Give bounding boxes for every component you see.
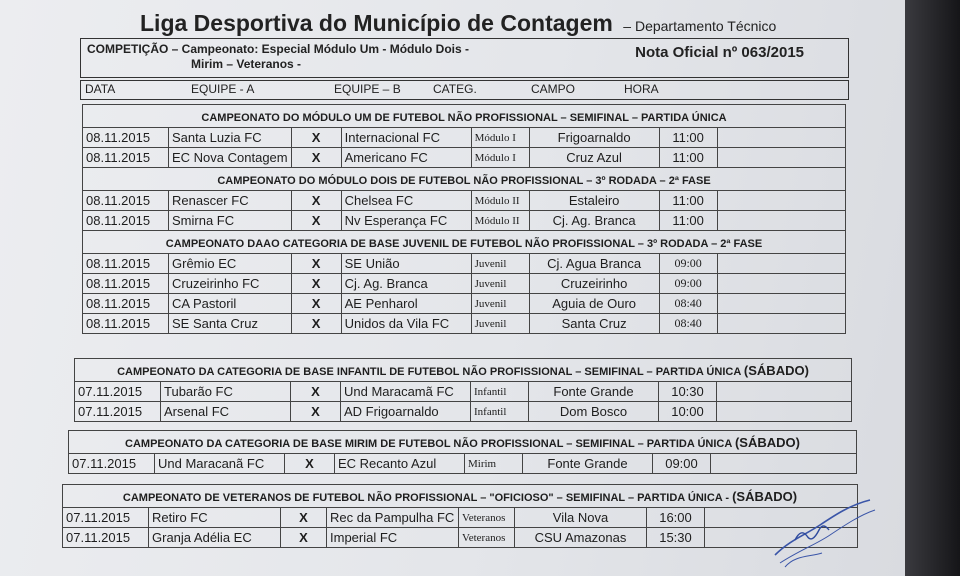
team-b: Cj. Ag. Branca <box>341 274 471 294</box>
col-equipe-a: EQUIPE - A <box>191 82 255 96</box>
category: Módulo I <box>471 148 529 168</box>
column-header <box>80 80 849 100</box>
table-row <box>83 128 846 148</box>
team-b: EC Recanto Azul <box>335 454 465 474</box>
team-b: Rec da Pampulha FC <box>327 508 459 528</box>
field-name: Fonte Grande <box>529 382 659 402</box>
match-date: 08.11.2015 <box>83 128 169 148</box>
col-data: DATA <box>85 82 116 96</box>
team-b: AE Penharol <box>341 294 471 314</box>
table-row <box>83 274 846 294</box>
versus-mark: X <box>291 382 341 402</box>
table-row <box>83 254 846 274</box>
team-a: CA Pastoril <box>169 294 292 314</box>
versus-mark: X <box>291 274 341 294</box>
team-a: Retiro FC <box>149 508 281 528</box>
table-row <box>63 508 858 528</box>
field-name: Dom Bosco <box>529 402 659 422</box>
section-table <box>74 358 852 422</box>
section-title: CAMPEONATO DE VETERANOS DE FUTEBOL NÃO PROFISSIONAL – "OFICIOSO" – SEMIFINAL – PARTIDA ÚNICA - (SÁBADO) <box>63 485 858 508</box>
match-date: 08.11.2015 <box>83 314 169 334</box>
team-b: Internacional FC <box>341 128 471 148</box>
competition-text <box>87 42 469 72</box>
empty-cell <box>717 254 845 274</box>
league-name: Liga Desportiva do Município de Contagem <box>140 10 613 36</box>
team-a: Santa Luzia FC <box>169 128 292 148</box>
match-time: 10:00 <box>659 402 717 422</box>
table-row <box>83 148 846 168</box>
department-name: – Departamento Técnico <box>623 18 777 34</box>
team-a: Smirna FC <box>169 211 292 231</box>
team-b: Und Maracamã FC <box>341 382 471 402</box>
table-row <box>83 211 846 231</box>
team-a: Granja Adélia EC <box>149 528 281 548</box>
match-time: 09:00 <box>653 454 711 474</box>
match-date: 08.11.2015 <box>83 211 169 231</box>
section-title: CAMPEONATO DA CATEGORIA DE BASE INFANTIL DE FUTEBOL NÃO PROFISSIONAL – SEMIFINAL – PARTIDA ÚNICA (SÁBADO) <box>75 359 852 382</box>
section-table <box>68 430 857 474</box>
field-name: CSU Amazonas <box>515 528 647 548</box>
empty-cell <box>717 274 845 294</box>
versus-mark: X <box>281 508 327 528</box>
team-a: Und Maracanã FC <box>155 454 285 474</box>
category: Juvenil <box>471 294 529 314</box>
col-equipe-b: EQUIPE – B <box>334 82 401 96</box>
team-a: Tubarão FC <box>161 382 291 402</box>
empty-cell <box>717 128 845 148</box>
field-name: Cruzeirinho <box>529 274 659 294</box>
category: Juvenil <box>471 314 529 334</box>
versus-mark: X <box>291 254 341 274</box>
field-name: Santa Cruz <box>529 314 659 334</box>
match-time: 08:40 <box>659 314 717 334</box>
category: Infantil <box>471 402 529 422</box>
empty-cell <box>717 294 845 314</box>
team-a: SE Santa Cruz <box>169 314 292 334</box>
category: Infantil <box>471 382 529 402</box>
category: Módulo I <box>471 128 529 148</box>
match-date: 07.11.2015 <box>63 508 149 528</box>
match-time: 16:00 <box>647 508 705 528</box>
versus-mark: X <box>291 128 341 148</box>
field-name: Cruz Azul <box>529 148 659 168</box>
competition-box <box>80 38 849 78</box>
match-time: 11:00 <box>659 148 717 168</box>
section-title: CAMPEONATO DO MÓDULO UM DE FUTEBOL NÃO PROFISSIONAL – SEMIFINAL – PARTIDA ÚNICA <box>83 105 846 128</box>
category: Mirim <box>465 454 523 474</box>
match-date: 08.11.2015 <box>83 294 169 314</box>
match-date: 08.11.2015 <box>83 148 169 168</box>
competition-line-1: COMPETIÇÃO – Campeonato: Especial Módulo Um - Módulo Dois - <box>87 42 470 56</box>
field-name: Fonte Grande <box>523 454 653 474</box>
team-b: AD Frigoarnaldo <box>341 402 471 422</box>
team-b: Chelsea FC <box>341 191 471 211</box>
empty-cell <box>717 211 845 231</box>
empty-cell <box>711 454 857 474</box>
field-name: Cj. Agua Branca <box>529 254 659 274</box>
versus-mark: X <box>291 314 341 334</box>
empty-cell <box>717 148 845 168</box>
official-note-number: Nota Oficial nº 063/2015 <box>635 44 804 61</box>
match-time: 10:30 <box>659 382 717 402</box>
match-date: 07.11.2015 <box>69 454 155 474</box>
versus-mark: X <box>285 454 335 474</box>
field-name: Estaleiro <box>529 191 659 211</box>
versus-mark: X <box>291 294 341 314</box>
category: Juvenil <box>471 274 529 294</box>
team-a: Cruzeirinho FC <box>169 274 292 294</box>
team-a: Grêmio EC <box>169 254 292 274</box>
team-a: EC Nova Contagem <box>169 148 292 168</box>
field-name: Aguia de Ouro <box>529 294 659 314</box>
match-date: 08.11.2015 <box>83 274 169 294</box>
category: Juvenil <box>471 254 529 274</box>
table-row <box>83 314 846 334</box>
col-campo: CAMPO <box>531 82 576 96</box>
versus-mark: X <box>291 211 341 231</box>
match-date: 07.11.2015 <box>63 528 149 548</box>
field-name: Cj. Ag. Branca <box>529 211 659 231</box>
match-time: 09:00 <box>659 254 717 274</box>
match-date: 08.11.2015 <box>83 191 169 211</box>
competition-line-2: Mirim – Veteranos - <box>191 57 302 71</box>
section-table <box>62 484 858 548</box>
category: Módulo II <box>471 191 529 211</box>
match-time: 09:00 <box>659 274 717 294</box>
table-row <box>83 191 846 211</box>
empty-cell <box>717 382 852 402</box>
section-title: CAMPEONATO DA CATEGORIA DE BASE MIRIM DE FUTEBOL NÃO PROFISSIONAL – SEMIFINAL – PARTIDA ÚNICA (SÁBADO) <box>69 431 857 454</box>
versus-mark: X <box>291 191 341 211</box>
section-table <box>82 104 846 334</box>
category: Veteranos <box>459 508 515 528</box>
match-date: 07.11.2015 <box>75 402 161 422</box>
match-time: 11:00 <box>659 128 717 148</box>
section-title: CAMPEONATO DO MÓDULO DOIS DE FUTEBOL NÃO PROFISSIONAL – 3º RODADA – 2ª FASE <box>83 168 846 191</box>
empty-cell <box>717 402 852 422</box>
empty-cell <box>717 191 845 211</box>
category: Veteranos <box>459 528 515 548</box>
table-row <box>83 294 846 314</box>
table-row <box>69 454 857 474</box>
team-b: Americano FC <box>341 148 471 168</box>
team-b: Nv Esperança FC <box>341 211 471 231</box>
match-time: 11:00 <box>659 211 717 231</box>
team-a: Arsenal FC <box>161 402 291 422</box>
team-b: Imperial FC <box>327 528 459 548</box>
section-title: CAMPEONATO DAAO CATEGORIA DE BASE JUVENIL DE FUTEBOL NÃO PROFISSIONAL – 3º RODADA – 2ª FASE <box>83 231 846 254</box>
category: Módulo II <box>471 211 529 231</box>
match-date: 07.11.2015 <box>75 382 161 402</box>
col-categ: CATEG. <box>433 82 477 96</box>
match-time: 11:00 <box>659 191 717 211</box>
team-b: SE União <box>341 254 471 274</box>
team-b: Unidos da Vila FC <box>341 314 471 334</box>
col-hora: HORA <box>624 82 659 96</box>
page-title <box>140 10 776 37</box>
versus-mark: X <box>291 402 341 422</box>
field-name: Frigoarnaldo <box>529 128 659 148</box>
match-time: 15:30 <box>647 528 705 548</box>
table-row <box>75 382 852 402</box>
empty-cell <box>717 314 845 334</box>
versus-mark: X <box>291 148 341 168</box>
background-edge <box>905 0 960 576</box>
signature-stamp-icon <box>770 495 880 570</box>
table-row <box>75 402 852 422</box>
match-time: 08:40 <box>659 294 717 314</box>
versus-mark: X <box>281 528 327 548</box>
table-row <box>63 528 858 548</box>
match-date: 08.11.2015 <box>83 254 169 274</box>
field-name: Vila Nova <box>515 508 647 528</box>
team-a: Renascer FC <box>169 191 292 211</box>
